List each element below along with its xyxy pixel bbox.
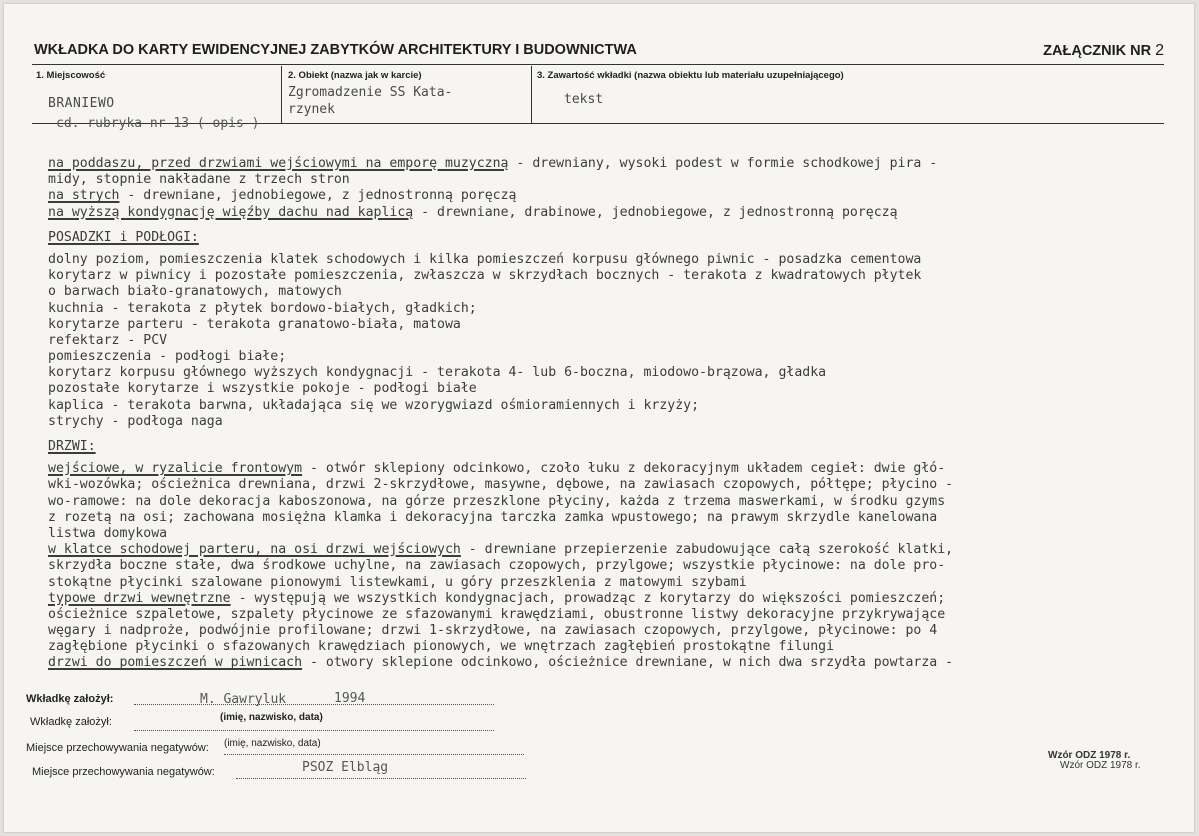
stairs-attic-heading: na poddaszu, przed drzwiami wejściowymi na emporę muzyczną (48, 156, 509, 171)
doors-entrance-cont: listwa domykowa (48, 525, 168, 541)
doors-basement-text: - otwory sklepione odcinkowo, ościeżnice drewniane, w nich dwa srzydła powtarza - (302, 655, 954, 671)
doors-interior-heading: typowe drzwi wewnętrzne (48, 590, 231, 606)
model-mark-2: Wzór ODZ 1978 r. (1060, 760, 1141, 771)
doors-entrance-heading: wejściowe, w ryzalicie frontowym (48, 461, 303, 477)
model-mark: Wzór ODZ 1978 r. (1048, 750, 1131, 761)
made-by-hint: (imię, nazwisko, data) (220, 712, 323, 723)
stairs-loft-heading: na strych (48, 188, 120, 204)
stairs-attic-line (48, 156, 1178, 172)
doors-interior-cont: węgary i nadproże, podwójnie profilowane; drzwi 1-skrzydłowe, na zawiasach czopowych, przylgowe, płycinowe: po 4 (48, 623, 938, 639)
doors-interior-cont: zagłębione płycinki o sfazowanych krawędziach pionowych, we wnętrzach zagłębień prostokątne filungi (48, 639, 835, 655)
attachment-label (1043, 42, 1164, 60)
doors-stairwell-cont: skrzydła boczne stałe, dwa środkowe uchylne, na zawiasach czopowych, przylgowe; wszystkie płycinowe: na dole pro- (48, 558, 946, 574)
doors-basement-line (48, 655, 1178, 671)
attachment-label-text: ZAŁĄCZNIK NR (1043, 43, 1152, 59)
header-rule (32, 64, 1164, 65)
doors-stairwell-text: - drewniane przepierzenie zabudowujące całą szerokość klatki, (460, 542, 954, 558)
negatives-hint: (imię, nazwisko, data) (224, 738, 321, 749)
content-value: tekst (564, 92, 604, 107)
floors-line: strychy - podłoga naga (48, 413, 223, 429)
doors-heading-text: DRZWI: (48, 439, 96, 454)
doors-interior-text: - występują we wszystkich kondygnacjach, prowadząc z korytarzy do większości pomieszczeń; (230, 590, 946, 606)
made-by-label-2: Wkładkę założył: (30, 716, 112, 728)
doors-entrance-line (48, 461, 1178, 477)
stairs-attic-line-2: midy, stopnie nakładane z trzech stron (48, 172, 350, 188)
negatives-value: PSOZ Elbląg (302, 760, 389, 775)
negatives-dotline-2 (236, 778, 526, 779)
doors-stairwell-heading: w klatce schodowej parteru, na osi drzwi wejściowych (48, 542, 461, 558)
floors-line: korytarz w piwnicy i pozostałe pomieszczenia, zwłaszcza w skrzydłach bocznych - terakota z kwadratowych płytek (48, 268, 922, 284)
floors-heading-text: POSADZKI i PODŁOGI: (48, 229, 199, 245)
made-by-label: Wkładkę założył: (26, 693, 114, 705)
locality-value: BRANIEWO (48, 96, 115, 111)
floors-line: korytarz korpusu głównego wyższych kondygnacji - terakota 4- lub 6-boczna, miodowo-brązowa, gładka (48, 365, 827, 381)
locality-label: 1. Miejscowość (36, 70, 106, 81)
floors-line: pomieszczenia - podłogi białe; (48, 349, 287, 365)
doors-entrance-text: - otwór sklepiony odcinkowo, czoło łuku z dekoracyjnym układem cegieł: dwie głó- (302, 461, 946, 477)
doors-interior-line (48, 591, 1178, 607)
made-by-dotline (134, 704, 494, 705)
floors-line: o barwach biało-granatowych, matowych (48, 284, 342, 300)
floors-line: kaplica - terakota barwna, układająca się we wzorygwiazd ośmioramiennych i krzyży; (48, 397, 700, 413)
made-by-value: M. Gawryluk (200, 692, 287, 707)
floors-line: kuchnia - terakota z płytek bordowo-białych, gładkich; (48, 300, 477, 316)
floors-heading (48, 230, 1178, 246)
stairs-roof-line (48, 205, 1178, 221)
doors-heading (48, 439, 1178, 455)
object-value: Zgromadzenie SS Kata- rzynek (288, 85, 453, 117)
made-by-dotline-2 (134, 730, 494, 731)
field-divider-1 (281, 66, 282, 124)
field-divider-2 (531, 66, 532, 124)
stairs-attic-text: - drewniany, wysoki podest w formie schodkowej pira - (508, 156, 938, 171)
stairs-loft-line (48, 188, 1178, 204)
floors-line: dolny poziom, pomieszczenia klatek schodowych i kilka pomieszczeń korpusu głównego piwnic - posadzka cementowa (48, 251, 922, 267)
doors-entrance-cont: wki-wozówka; ościeżnica drewniana, drzwi 2-skrzydłowe, masywne, dębowe, na zawiasach czopowych, półtępe; płycino - (48, 477, 954, 493)
doors-entrance-cont: z rozetą na osi; zachowana mosiężna klamka i dekoracyjna tarczka zamka wpustowego; na prawym skrzydle kanelowana (48, 509, 938, 525)
doors-stairwell-cont: stokątne płycinki szalowane pionowymi listewkami, u góry przeszklenia z matowymi szybami (48, 574, 747, 590)
negatives-label-2: Miejsce przechowywania negatywów: (32, 766, 215, 778)
made-by-year: 1994 (334, 691, 366, 706)
content-label: 3. Zawartość wkładki (nazwa obiektu lub materiału uzupełniającego) (537, 70, 844, 81)
stairs-roof-heading: na wyższą kondygnację więźby dachu nad kaplicą (48, 204, 414, 220)
negatives-dotline (224, 754, 524, 755)
record-sheet (4, 4, 1194, 832)
description-body (48, 156, 1178, 702)
stairs-roof-text: - drewniane, drabinowe, jednobiegowe, z jednostronną poręczą (413, 204, 898, 220)
stairs-loft-text: - drewniane, jednobiegowe, z jednostronną poręczą (119, 188, 517, 204)
doors-basement-heading: drzwi do pomieszczeń w piwnicach (48, 655, 303, 671)
continuation-note: cd. rubryka nr 13 ( opis ) (56, 116, 260, 131)
floors-line: refektarz - PCV (48, 332, 168, 348)
object-label: 2. Obiekt (nazwa jak w karcie) (288, 70, 422, 81)
attachment-number: 2 (1155, 42, 1164, 59)
doors-interior-cont: ościeżnice szpaletowe, szpalety płycinowe ze sfazowanymi krawędziami, obustronne listwy dekoracyjne przykrywające (48, 606, 946, 622)
doors-entrance-cont: wo-ramowe: na dole dekoracja kaboszonowa, na górze przeszklone płyciny, każda z trzema maswerkami, w środku gzyms (48, 493, 946, 509)
form-title: WKŁADKA DO KARTY EWIDENCYJNEJ ZABYTKÓW ARCHITEKTURY I BUDOWNICTWA (34, 42, 637, 58)
negatives-label: Miejsce przechowywania negatywów: (26, 742, 209, 754)
floors-line: pozostałe korytarze i wszystkie pokoje - podłogi białe (48, 381, 477, 397)
floors-line: korytarze parteru - terakota granatowo-biała, matowa (48, 316, 461, 332)
doors-stairwell-line (48, 542, 1178, 558)
